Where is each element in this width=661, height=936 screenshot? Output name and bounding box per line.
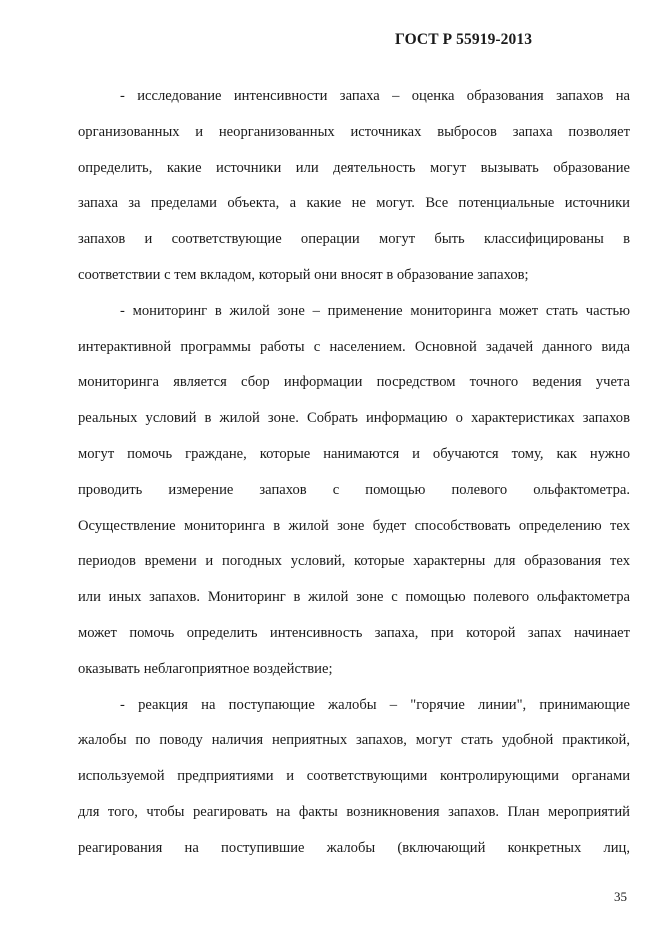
- paragraph-2-line-10: может помочь определить интенсивность запаха, при которой запах начинает: [78, 624, 630, 641]
- paragraph-1-line-5: запахов и соответствующие операции могут быть классифицированы в: [78, 231, 630, 248]
- paragraph-2-line-9: или иных запахов. Мониторинг в жилой зоне с помощью полевого ольфактометра: [78, 589, 630, 606]
- paragraph-3-line-2: жалобы по поводу наличия неприятных запахов, могут стать удобной практикой,: [78, 732, 630, 749]
- document-body: [78, 84, 630, 872]
- paragraph-3-line-1: - реакция на поступающие жалобы – "горячие линии", принимающие: [120, 696, 630, 713]
- document-standard-code: ГОСТ Р 55919-2013: [395, 31, 533, 48]
- paragraph-3-line-5: реагирования на поступившие жалобы (включающий конкретных лиц,: [78, 839, 630, 856]
- paragraph-3-line-4: для того, чтобы реагировать на факты возникновения запахов. План мероприятий: [78, 803, 630, 820]
- paragraph-2-line-6: проводить измерение запахов с помощью полевого ольфактометра.: [78, 481, 630, 498]
- paragraph-2-line-2: интерактивной программы работы с населением. Основной задачей данного вида: [78, 338, 630, 355]
- paragraph-2-line-4: реальных условий в жилой зоне. Собрать информацию о характеристиках запахов: [78, 410, 630, 427]
- paragraph-2-line-7: Осуществление мониторинга в жилой зоне будет способствовать определению тех: [78, 517, 630, 534]
- paragraph-2-line-5: могут помочь граждане, которые нанимаются и обучаются тому, как нужно: [78, 445, 630, 462]
- paragraph-1-line-3: определить, какие источники или деятельность могут вызывать образование: [78, 159, 630, 176]
- paragraph-2-line-1: - мониторинг в жилой зоне – применение мониторинга может стать частью: [120, 302, 630, 319]
- page-number: 35: [614, 889, 627, 904]
- paragraph-1-line-4: запаха за пределами объекта, а какие не могут. Все потенциальные источники: [78, 195, 630, 212]
- paragraph-3-line-3: используемой предприятиями и соответствующими контролирующими органами: [78, 768, 630, 785]
- paragraph-2-line-11: оказывать неблагоприятное воздействие;: [78, 660, 333, 677]
- paragraph-1-line-6: соответствии с тем вкладом, который они вносят в образование запахов;: [78, 266, 529, 283]
- paragraph-2-line-3: мониторинга является сбор информации посредством точного ведения учета: [78, 374, 630, 391]
- paragraph-1-line-2: организованных и неорганизованных источниках выбросов запаха позволяет: [78, 123, 630, 140]
- paragraph-1-line-1: - исследование интенсивности запаха – оценка образования запахов на: [120, 88, 630, 104]
- paragraph-2-line-8: периодов времени и погодных условий, которые характерны для образования тех: [78, 553, 630, 570]
